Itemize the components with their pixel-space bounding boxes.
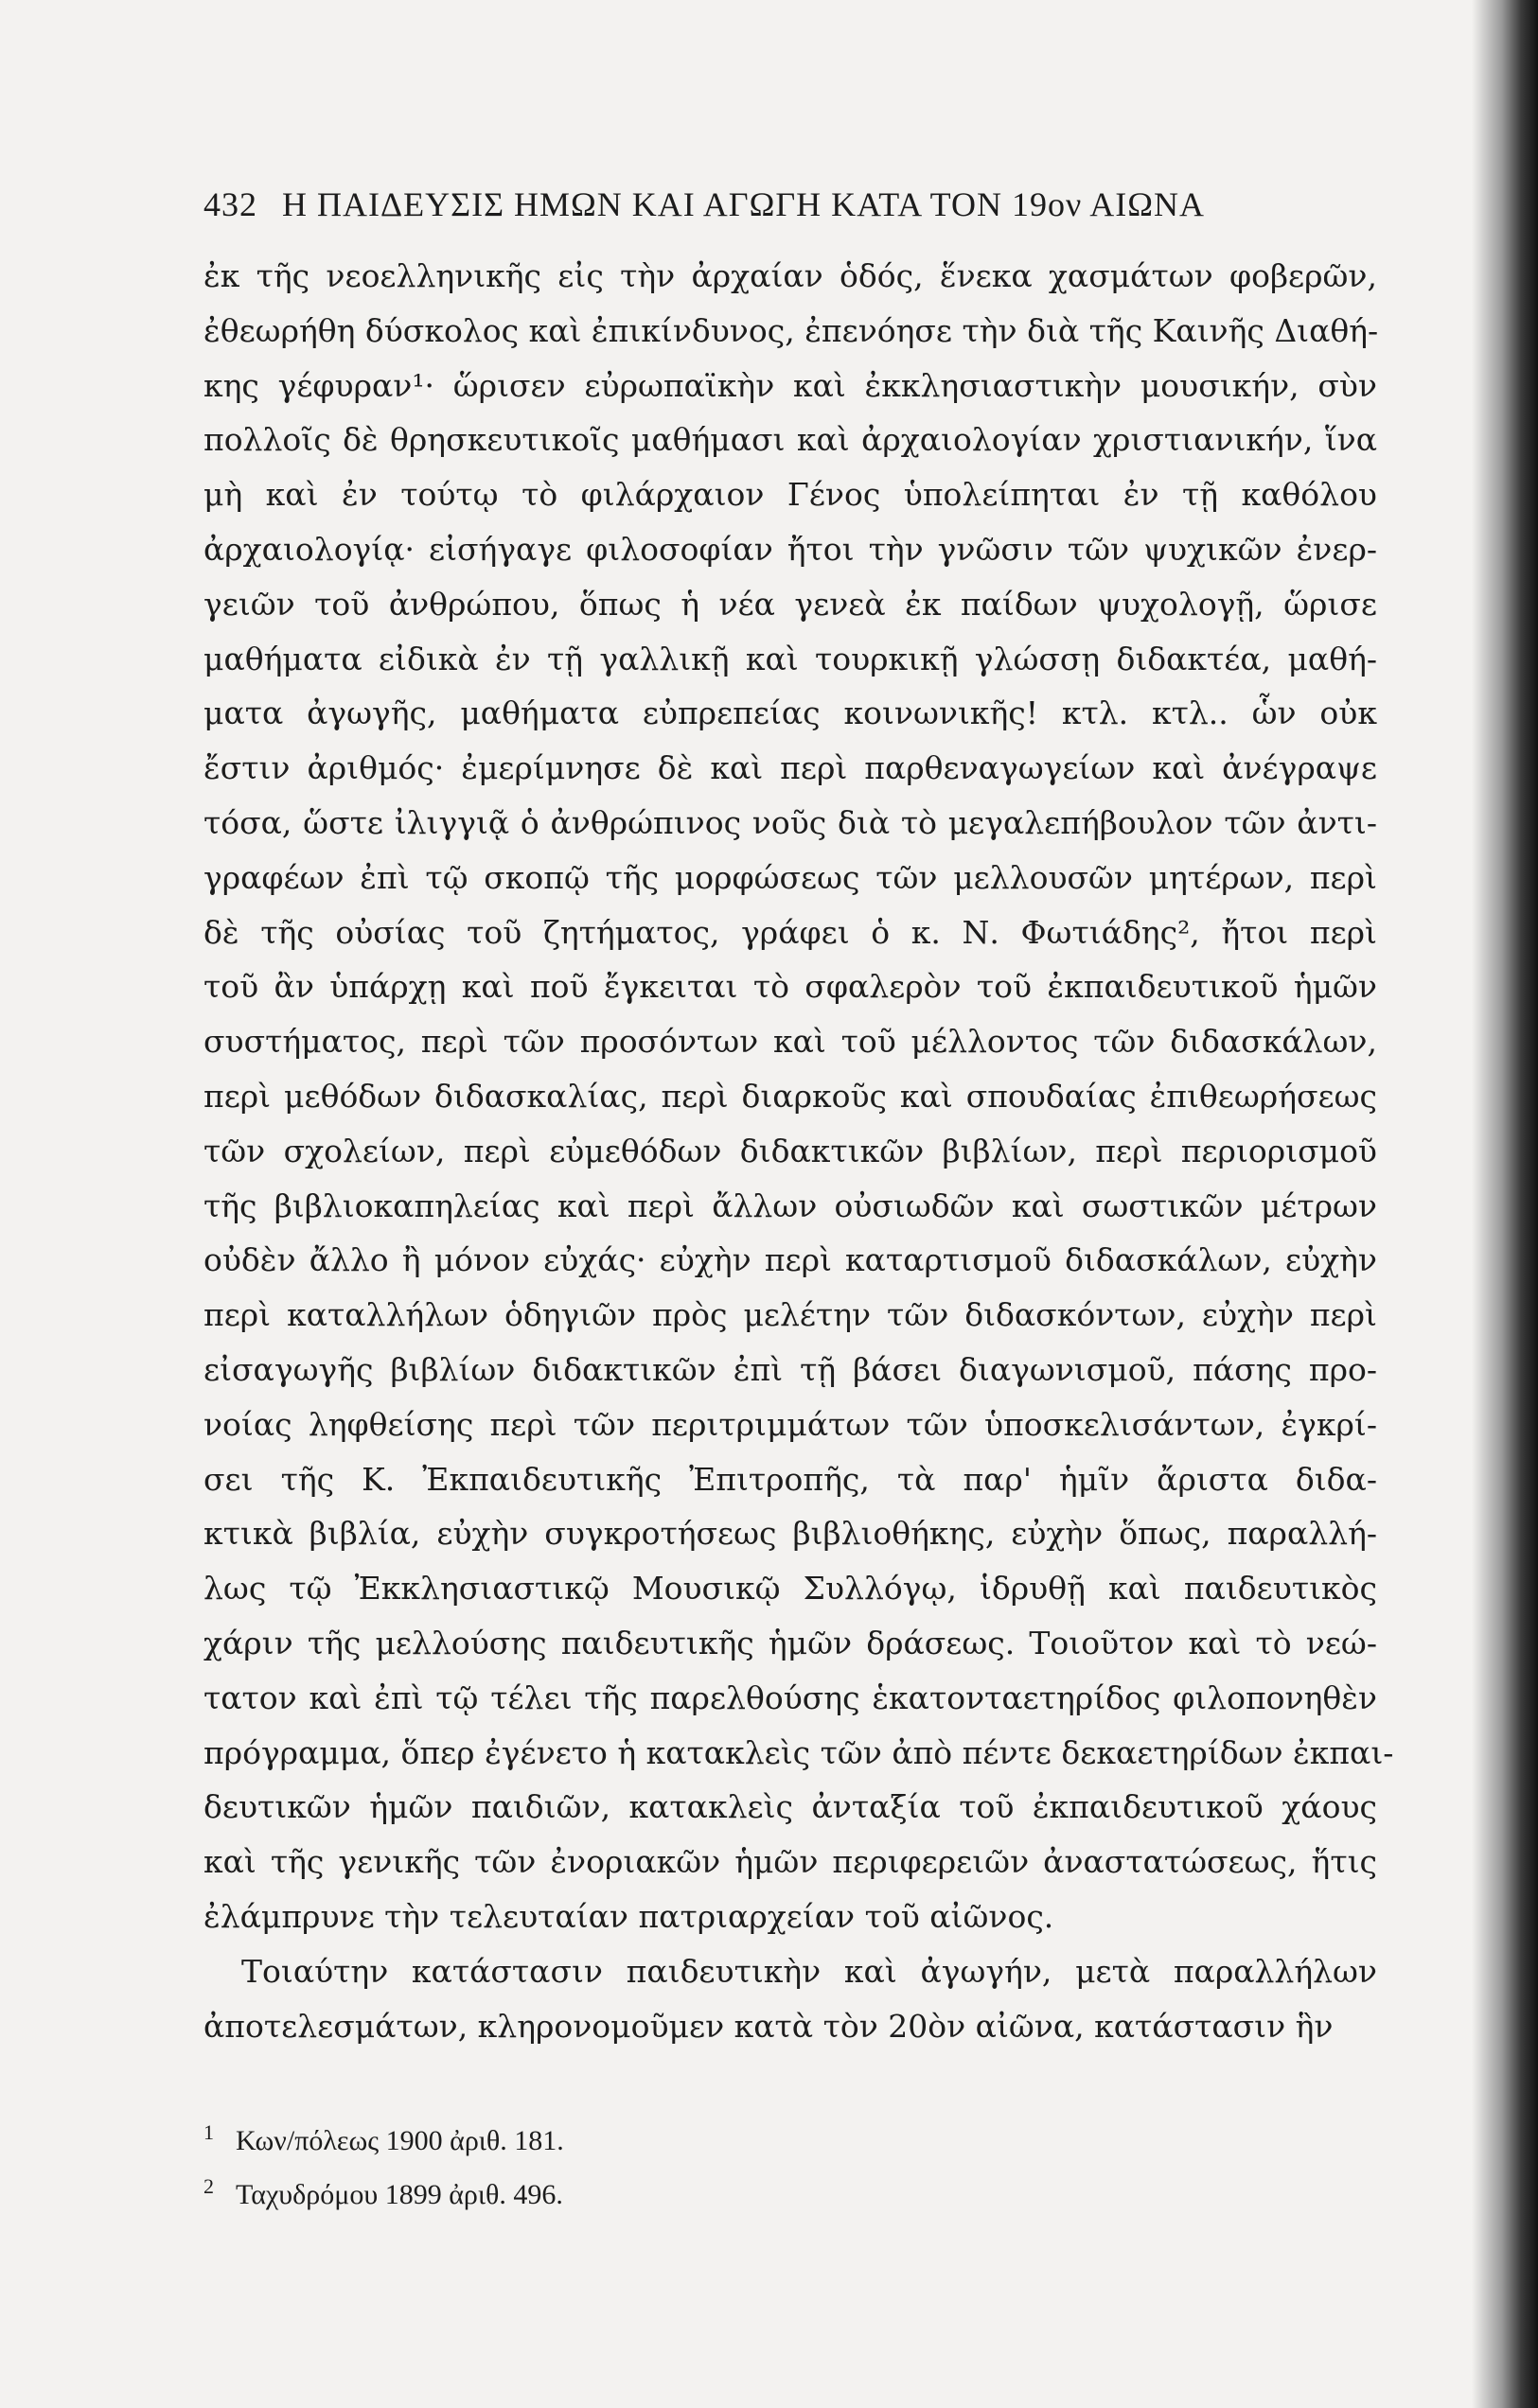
text-line: δὲ τῆς οὐσίας τοῦ ζητήματος, γράφει ὁ κ. Ν. Φωτιάδης², ἤτοι περὶ [203, 913, 1377, 951]
text-line: τόσα, ὥστε ἰλιγγιᾷ ὁ ἀνθρώπινος νοῦς διὰ τὸ μεγαλεπήβουλον τῶν ἀντι- [203, 803, 1377, 841]
text-line: ἀποτελεσμάτων, κληρονομοῦμεν κατὰ τὸν 20ὸν αἰῶνα, κατάστασιν ἣν [203, 2007, 1334, 2045]
footnote-mark: 2 [203, 2174, 214, 2199]
footnote [203, 2110, 1377, 2164]
text-line: τατον καὶ ἐπὶ τῷ τέλει τῆς παρελθούσης ἑκατονταετηρίδος φιλοπονηθὲν [203, 1679, 1377, 1716]
book-spine-shadow [1472, 0, 1538, 2408]
text-line: ἔστιν ἀριθμός· ἐμερίμνησε δὲ καὶ περὶ παρθεναγωγείων καὶ ἀνέγραψε [203, 749, 1377, 787]
text-line: πρόγραμμα, ὅπερ ἐγένετο ἡ κατακλεὶς τῶν ἀπὸ πέντε δεκαετηρίδων ἐκπαι- [203, 1733, 1394, 1771]
text-line: οὐδὲν ἄλλο ἢ μόνον εὐχάς· εὐχὴν περὶ καταρτισμοῦ διδασκάλων, εὐχὴν [203, 1241, 1377, 1279]
text-line: λως τῷ Ἐκκλησιαστικῷ Μουσικῷ Συλλόγῳ, ἱδρυθῇ καὶ παιδευτικὸς [203, 1570, 1377, 1608]
text-line: πολλοῖς δὲ θρησκευτικοῖς μαθήμασι καὶ ἀρχαιολογίαν χριστιανικήν, ἵνα [203, 421, 1377, 459]
document-page [203, 185, 1394, 2218]
text-line: συστήματος, περὶ τῶν προσόντων καὶ τοῦ μέλλοντος τῶν διδασκάλων, [203, 1023, 1377, 1061]
text-line: νοίας ληφθείσης περὶ τῶν περιτριμμάτων τῶν ὑποσκελισάντων, ἐγκρί- [203, 1405, 1377, 1443]
footnotes [203, 2110, 1377, 2218]
text-line: κης γέφυραν¹· ὥρισεν εὐρωπαϊκὴν καὶ ἐκκλησιαστικὴν μουσικήν, σὺν [203, 366, 1377, 404]
text-line: καὶ τῆς γενικῆς τῶν ἐνοριακῶν ἡμῶν περιφερειῶν ἀναστατώσεως, ἥτις [203, 1843, 1377, 1881]
text-line: τοῦ ἂν ὑπάρχῃ καὶ ποῦ ἔγκειται τὸ σφαλερὸν τοῦ ἐκπαιδευτικοῦ ἡμῶν [203, 968, 1377, 1006]
text-line: ἀρχαιολογίᾳ· εἰσήγαγε φιλοσοφίαν ἤτοι τὴν γνῶσιν τῶν ψυχικῶν ἐνερ- [203, 530, 1377, 568]
text-line: τῶν σχολείων, περὶ εὐμεθόδων διδακτικῶν βιβλίων, περὶ περιορισμοῦ [203, 1132, 1377, 1169]
text-line: ἐκ τῆς νεοελληνικῆς εἰς τὴν ἀρχαίαν ὁδός, ἕνεκα χασμάτων φοβερῶν, [203, 257, 1377, 294]
text-line: μὴ καὶ ἐν τούτῳ τὸ φιλάρχαιον Γένος ὑπολείπηται ἐν τῇ καθόλου [203, 476, 1377, 514]
text-line: ἐλάμπρυνε τὴν τελευταίαν πατριαρχείαν τοῦ αἰῶνος. [203, 1897, 1054, 1935]
text-line: κτικὰ βιβλία, εὐχὴν συγκροτήσεως βιβλιοθήκης, εὐχὴν ὅπως, παραλλή- [203, 1515, 1377, 1553]
page-header [203, 185, 1377, 224]
text-line: τῆς βιβλιοκαπηλείας καὶ περὶ ἄλλων οὐσιωδῶν καὶ σωστικῶν μέτρων [203, 1186, 1377, 1224]
text-line: περὶ μεθόδων διδασκαλίας, περὶ διαρκοῦς καὶ σπουδαίας ἐπιθεωρήσεως [203, 1077, 1377, 1115]
text-line: ἐθεωρήθη δύσκολος καὶ ἐπικίνδυνος, ἐπενόησε τὴν διὰ τῆς Καινῆς Διαθή- [203, 311, 1379, 349]
footnote [203, 2164, 1377, 2218]
text-line: γραφέων ἐπὶ τῷ σκοπῷ τῆς μορφώσεως τῶν μελλουσῶν μητέρων, περὶ [203, 858, 1377, 896]
page-number: 432 [203, 185, 257, 223]
footnote-mark: 1 [203, 2120, 214, 2145]
running-title: Η ΠΑΙΔΕΥΣΙΣ ΗΜΩΝ ΚΑΙ ΑΓΩΓΗ ΚΑΤΑ ΤΟΝ 19ον ΑΙΩΝΑ [282, 185, 1206, 223]
text-line: χάριν τῆς μελλούσης παιδευτικῆς ἡμῶν δράσεως. Τοιοῦτον καὶ τὸ νεώ- [203, 1624, 1377, 1661]
text-line: ματα ἀγωγῆς, μαθήματα εὐπρεπείας κοινωνικῆς! κτλ. κτλ.. ὧν οὐκ [203, 694, 1377, 732]
text-line: Τοιαύτην κατάστασιν παιδευτικὴν καὶ ἀγωγήν, μετὰ παραλλήλων [241, 1952, 1377, 1990]
text-line: σει τῆς Κ. Ἐκπαιδευτικῆς Ἐπιτροπῆς, τὰ παρ' ἡμῖν ἄριστα διδα- [203, 1460, 1377, 1498]
body-text [203, 249, 1394, 2053]
text-line: περὶ καταλλήλων ὁδηγιῶν πρὸς μελέτην τῶν διδασκόντων, εὐχὴν περὶ [203, 1296, 1377, 1334]
text-line: εἰσαγωγῆς βιβλίων διδακτικῶν ἐπὶ τῇ βάσει διαγωνισμοῦ, πάσης προ- [203, 1350, 1377, 1388]
text-line: δευτικῶν ἡμῶν παιδιῶν, κατακλεὶς ἀνταξία τοῦ ἐκπαιδευτικοῦ χάους [203, 1788, 1377, 1826]
text-line: γειῶν τοῦ ἀνθρώπου, ὅπως ἡ νέα γενεὰ ἐκ παίδων ψυχολογῇ, ὥρισε [203, 585, 1377, 623]
footnote-text: Κων/πόλεως 1900 ἀριθ. 181. [236, 2125, 564, 2157]
text-line: μαθήματα εἰδικὰ ἐν τῇ γαλλικῇ καὶ τουρκικῇ γλώσσῃ διδακτέα, μαθή- [203, 640, 1377, 677]
footnote-text: Ταχυδρόμου 1899 ἀριθ. 496. [236, 2179, 563, 2211]
